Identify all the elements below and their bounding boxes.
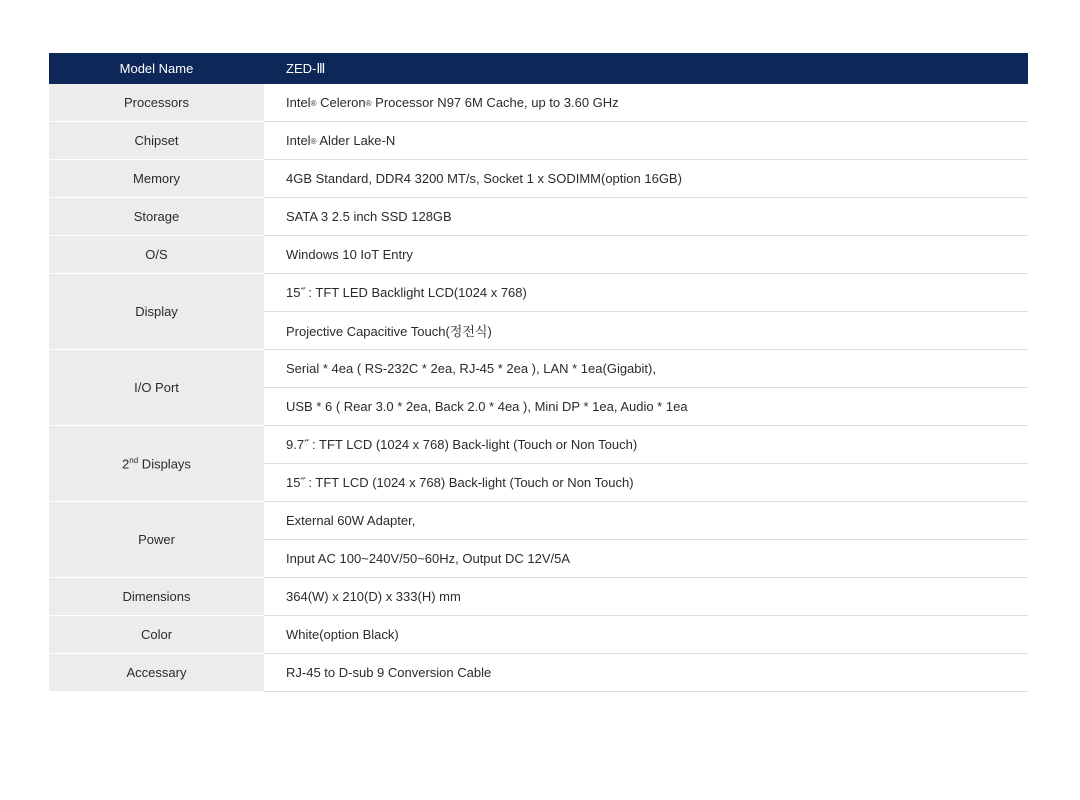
processors-brand: Intel: [286, 95, 311, 110]
table-row: [49, 654, 1028, 692]
os-value: Windows 10 IoT Entry: [264, 236, 1028, 274]
table-row: [49, 616, 1028, 654]
os-label: O/S: [49, 236, 264, 274]
table-row: [49, 274, 1028, 312]
second-displays-ordinal: nd: [129, 455, 139, 465]
chipset-model: Alder Lake-N: [319, 133, 396, 148]
io-port-value-2: USB * 6 ( Rear 3.0 * 2ea, Back 2.0 * 4ea ), Mini DP * 1ea, Audio * 1ea: [264, 388, 1028, 426]
dimensions-label: Dimensions: [49, 578, 264, 616]
processors-label: Processors: [49, 84, 264, 122]
table-row: [49, 236, 1028, 274]
chipset-brand: Intel: [286, 133, 311, 148]
memory-value: 4GB Standard, DDR4 3200 MT/s, Socket 1 x SODIMM(option 16GB): [264, 160, 1028, 198]
color-value: White(option Black): [264, 616, 1028, 654]
second-displays-value-2: 15˝ : TFT LCD (1024 x 768) Back-light (Touch or Non Touch): [264, 464, 1028, 502]
power-value-1: External 60W Adapter,: [264, 502, 1028, 540]
memory-label: Memory: [49, 160, 264, 198]
dimensions-value: 364(W) x 210(D) x 333(H) mm: [264, 578, 1028, 616]
header-row: [49, 53, 1028, 84]
registered-mark: ®: [310, 137, 317, 147]
table-row: [49, 350, 1028, 388]
model-name-value: ZED-Ⅲ: [264, 53, 1028, 84]
registered-mark: ®: [310, 99, 317, 109]
accessary-label: Accessary: [49, 654, 264, 692]
second-displays-number: 2: [122, 456, 130, 472]
table-row: [49, 122, 1028, 160]
color-label: Color: [49, 616, 264, 654]
table-row: [49, 502, 1028, 540]
display-value-2: Projective Capacitive Touch(정전식): [264, 312, 1028, 350]
processors-model: Processor N97 6M Cache, up to 3.60 GHz: [375, 95, 619, 110]
second-displays-value-1: 9.7˝ : TFT LCD (1024 x 768) Back-light (Touch or Non Touch): [264, 426, 1028, 464]
io-port-label: I/O Port: [49, 350, 264, 426]
table-row: [49, 198, 1028, 236]
table-row: [49, 426, 1028, 464]
display-label: Display: [49, 274, 264, 350]
io-port-value-1: Serial * 4ea ( RS-232C * 2ea, RJ-45 * 2ea ), LAN * 1ea(Gigabit),: [264, 350, 1028, 388]
power-label: Power: [49, 502, 264, 578]
processors-family: Celeron: [320, 95, 366, 110]
table-row: [49, 84, 1028, 122]
power-value-2: Input AC 100~240V/50~60Hz, Output DC 12V/5A: [264, 540, 1028, 578]
registered-mark: ®: [365, 99, 372, 109]
accessary-value: RJ-45 to D-sub 9 Conversion Cable: [264, 654, 1028, 692]
chipset-value: [264, 122, 1028, 160]
second-displays-label: [49, 426, 264, 502]
table-row: [49, 160, 1028, 198]
second-displays-text: Displays: [138, 456, 191, 472]
processors-value: [264, 84, 1028, 122]
storage-label: Storage: [49, 198, 264, 236]
table-row: [49, 578, 1028, 616]
display-value-1: 15˝ : TFT LED Backlight LCD(1024 x 768): [264, 274, 1028, 312]
storage-value: SATA 3 2.5 inch SSD 128GB: [264, 198, 1028, 236]
chipset-label: Chipset: [49, 122, 264, 160]
model-name-label: Model Name: [49, 53, 264, 84]
spec-table: [49, 53, 1028, 692]
